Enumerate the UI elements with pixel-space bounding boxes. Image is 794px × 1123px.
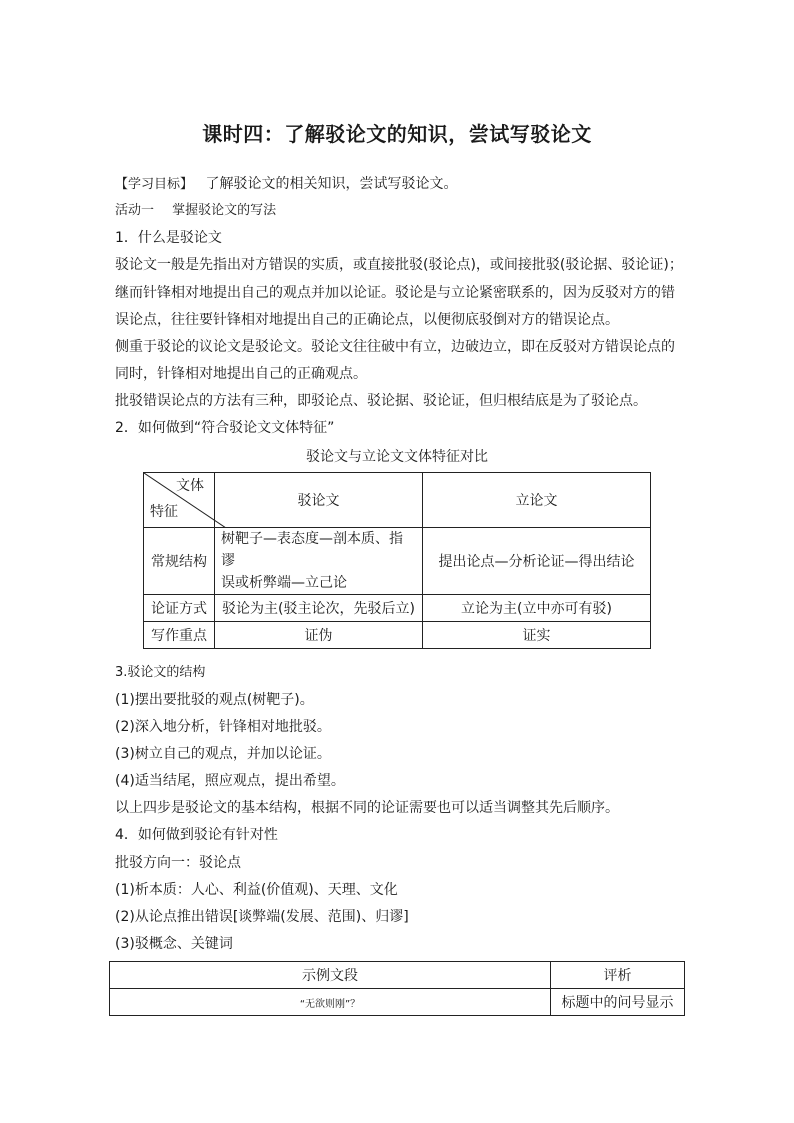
corner-top-label: 文体 <box>176 478 204 494</box>
list-item: (4)适当结尾，照应观点，提出希望。 <box>115 773 345 789</box>
table-cell <box>215 528 423 595</box>
table-caption: 驳论文与立论文文体特征对比 <box>306 449 488 465</box>
section-4-heading: 4．如何做到驳论有针对性 <box>115 827 278 843</box>
corner-header-cell <box>144 473 215 528</box>
list-item: (3)树立自己的观点，并加以论证。 <box>115 746 331 762</box>
row-label: 写作重点 <box>144 622 215 649</box>
paragraph-line: 批驳错误论点的方法有三种，即驳论点、驳论据、驳论证，但归根结底是为了驳论点。 <box>115 393 647 409</box>
column-header: 立论文 <box>423 473 651 528</box>
example-table <box>109 961 685 1016</box>
list-item: (2)从论点推出错误[谈弊端(发展、范围)、归谬] <box>115 909 409 925</box>
corner-bottom-label: 特征 <box>150 504 178 520</box>
column-header: 驳论文 <box>215 473 423 528</box>
activity-text: 掌握驳论文的写法 <box>172 203 277 218</box>
activity-label: 活动一 <box>115 203 155 218</box>
column-header: 评析 <box>551 962 685 989</box>
summary-line: 以上四步是驳论文的基本结构，根据不同的论证需要也可以适当调整其先后顺序。 <box>115 800 619 816</box>
direction-line: 批驳方向一：驳论点 <box>115 855 241 871</box>
table-cell: 证实 <box>423 622 651 649</box>
paragraph-line: 继而针锋相对地提出自己的观点并加以论证。驳论是与立论紧密联系的，因为反驳对方的错 <box>115 285 675 301</box>
activity-heading <box>115 201 276 221</box>
table-cell: 驳论为主(驳主论次，先驳后立) <box>215 595 423 622</box>
goal-text: 了解驳论文的相关知识，尝试写驳论文。 <box>205 176 458 192</box>
table-cell: 立论为主(立中亦可有驳) <box>423 595 651 622</box>
section-1-heading: 1．什么是驳论文 <box>115 230 222 246</box>
cell-line: 树靶子—表态度—剖本质、指谬 <box>221 531 403 569</box>
list-item: (3)驳概念、关键词 <box>115 936 233 952</box>
row-label: 论证方式 <box>144 595 215 622</box>
section-3-heading: 3.驳论文的结构 <box>115 665 206 680</box>
row-label: 常规结构 <box>144 528 215 595</box>
list-item: (1)析本质：人心、利益(价值观)、天理、文化 <box>115 882 398 898</box>
paragraph-line: 同时，针锋相对地提出自己的正确观点。 <box>115 366 367 382</box>
section-2-heading: 2．如何做到“符合驳论文文体特征” <box>115 420 335 436</box>
learning-goal <box>115 174 457 195</box>
list-item: (1)摆出要批驳的观点(树靶子)。 <box>115 692 314 708</box>
goal-tag: 【学习目标】 <box>115 177 194 192</box>
paragraph-line: 侧重于驳论的议论文是驳论文。驳论文往往破中有立，边破边立，即在反驳对方错误论点的 <box>115 339 675 355</box>
page-title: 课时四：了解驳论文的知识，尝试写驳论文 <box>202 122 592 146</box>
column-header: 示例文段 <box>110 962 551 989</box>
table-cell: 证伪 <box>215 622 423 649</box>
cell-line: 误或析弊端—立己论 <box>221 575 347 591</box>
table-cell: “无欲则刚”？ <box>110 989 551 1016</box>
table-cell: 标题中的问号显示 <box>551 989 685 1016</box>
paragraph-line: 误论点，往往要针锋相对地提出自己的正确论点，以便彻底驳倒对方的错误论点。 <box>115 312 619 328</box>
list-item: (2)深入地分析，针锋相对地批驳。 <box>115 719 331 735</box>
comparison-table <box>143 472 651 649</box>
paragraph-line: 驳论文一般是先指出对方错误的实质，或直接批驳(驳论点)，或间接批驳(驳论据、驳论证)； <box>115 257 683 273</box>
table-cell: 提出论点—分析论证—得出结论 <box>423 528 651 595</box>
